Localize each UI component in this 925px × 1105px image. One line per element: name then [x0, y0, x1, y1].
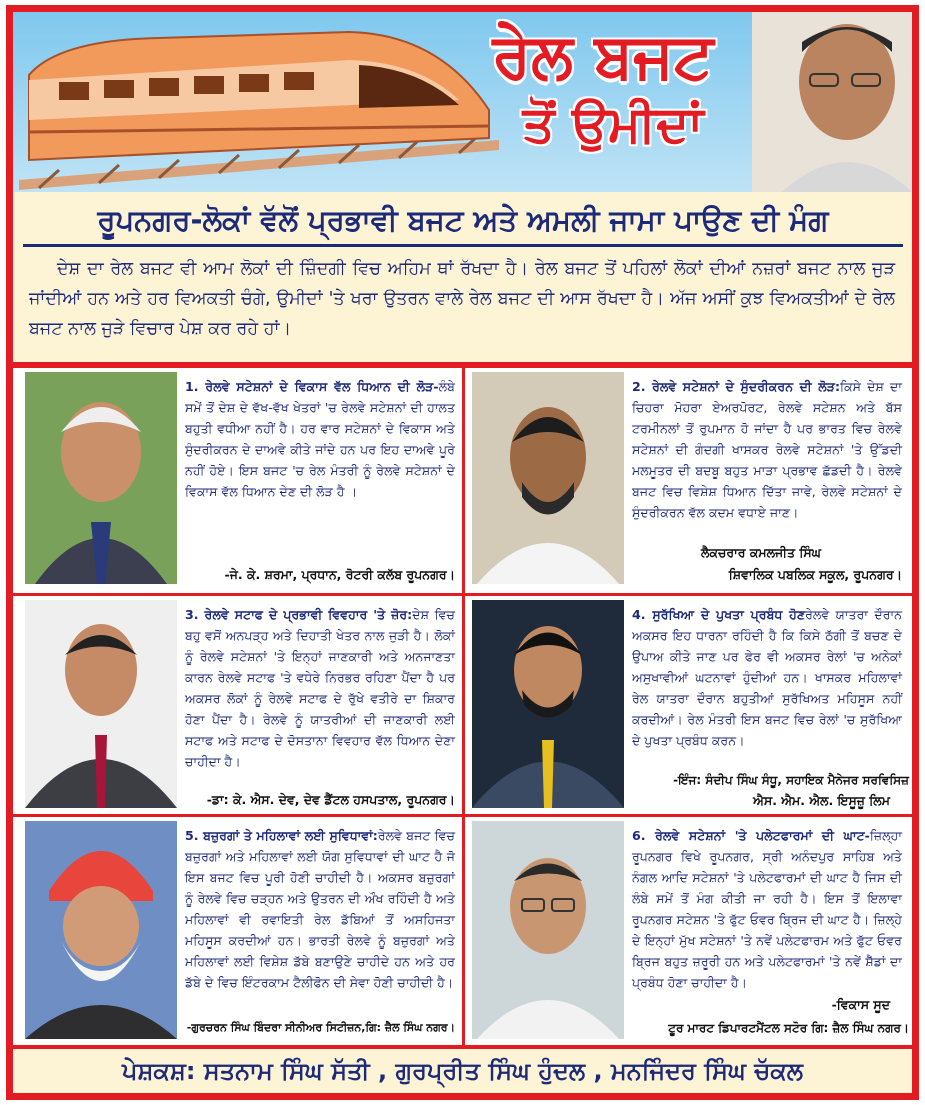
opinion-1-body: ਲੰਬੇ ਸਮੇਂ ਤੋਂ ਦੇਸ਼ ਦੇ ਵੱਖ-ਵੱਖ ਖੇਤਰਾਂ 'ਚ ਰੇਲਵੇ ਸਟੇਸ਼ਨਾਂ ਦੀ ਹਾਲਤ ਬਹੁਤੀ ਵਧੀਆ ਨਹੀਂ ਹੈ। ਹਰ ਵਾਰ ਸਟੇਸ਼ਨਾਂ ਦੇ ਵਿਕਾਸ ਅਤੇ ਸੁੰਦਰੀਕਰਨ ਦੇ ਦਾਅਵੇ ਕੀਤੇ ਜਾਂਦੇ ਹਨ ਪਰ ਇਹ ਦਾਅਵੇ ਪੂਰੇ ਨਹੀਂ ਹੋਏ। ਇਸ ਬਜਟ 'ਚ ਰੇਲ ਮੰਤਰੀ ਨੂੰ ਰੇਲਵੇ ਸਟੇਸ਼ਨਾਂ ਦੇ ਵਿਕਾਸ ਵੱਲ ਧਿਆਨ ਦੇਣ ਦੀ ਲੋੜ ਹੈ । [185, 379, 455, 499]
opinion-5-title: 5. ਬਜ਼ੁਰਗਾਂ ਤੇ ਮਹਿਲਾਵਾਂ ਲਈ ਸੁਵਿਧਾਵਾਂ: [185, 828, 378, 843]
opinion-6-signature: -ਵਿਕਾਸ ਸੂਦ [831, 997, 890, 1012]
opinion-3-signature: -ਡਾ: ਕੇ. ਐਸ. ਦੇਵ, ਦੇਵ ਡੈਂਟਲ ਹਸਪਤਾਲ, ਰੂਪਨਗਰ। [206, 792, 455, 807]
opinion-6-signature-org: ਟੂਰ ਮਾਰਟ ਡਿਪਾਰਟਮੈਂਟਲ ਸਟੋਰ ਗਿ: ਜ਼ੈਲ ਸਿੰਘ ਨਗਰ। [668, 1021, 909, 1035]
person-photo-icon [25, 372, 177, 584]
opinion-4-text [632, 604, 902, 769]
opinion-2-title: 2. ਰੇਲਵੇ ਸਟੇਸ਼ਨਾਂ ਦੇ ਸੁੰਦਰੀਕਰਨ ਦੀ ਲੋੜ: [632, 379, 841, 394]
banner-subtitle: ਤੋਂ ਉਮੀਦਾਂ [522, 95, 704, 153]
headline-section [13, 192, 912, 362]
opinion-4-body: ਰੇਲਵੇ ਯਾਤਰਾ ਦੌਰਾਨ ਅਕਸਰ ਇਹ ਧਾਰਨਾ ਰਹਿੰਦੀ ਹੈ ਕਿ ਕਿਸੇ ਠੱਗੀ ਤੋਂ ਬਚਣ ਦੇ ਉਪਾਅ ਕੀਤੇ ਜਾਣ ਪਰ ਫੇਰ ਵੀ ਅਕਸਰ ਰੇਲਾਂ 'ਚ ਅਨੇਕਾਂ ਅਸੁਖਾਵੀਆਂ ਘਟਨਾਵਾਂ ਹੁੰਦੀਆਂ ਹਨ। ਖਾਸਕਰ ਮਹਿਲਾਵਾਂ ਰੇਲ ਯਾਤਰਾ ਦੌਰਾਨ ਬਹੁਤੀਆਂ ਸੁਰੱਖਿਅਤ ਮਹਿਸੂਸ ਨਹੀਂ ਕਰਦੀਆਂ। ਰੇਲ ਮੰਤਰੀ ਇਸ ਬਜਟ ਵਿਚ ਰੇਲਾਂ 'ਚ ਸੁਰੱਖਿਆ ਦੇ ਪੁਖਤਾ ਪ੍ਰਬੰਧ ਕਰਨ। [632, 607, 902, 748]
banner [13, 12, 912, 192]
opinion-5-body: ਰੇਲਵੇ ਬਜਟ ਵਿਚ ਬਜ਼ੁਰਗਾਂ ਅਤੇ ਮਹਿਲਾਵਾਂ ਲਈ ਯੋਗ ਸੁਵਿਧਾਵਾਂ ਦੀ ਘਾਟ ਹੈ ਜੋ ਇਸ ਬਜਟ ਵਿਚ ਪੂਰੀ ਹੋਣੀ ਚਾਹੀਦੀ ਹੈ। ਅਕਸਰ ਬਜ਼ੁਰਗਾਂ ਨੂੰ ਰੇਲਵੇ ਵਿਚ ਚੜ੍ਹਨ ਅਤੇ ਉਤਰਨ ਦੀ ਔਖ ਰਹਿੰਦੀ ਹੈ ਅਤੇ ਮਹਿਲਾਵਾਂ ਵੀ ਰਵਾਇਤੀ ਰੇਲ ਡੱਬਿਆਂ ਤੋਂ ਅਸਹਿਜਤਾ ਮਹਿਸੂਸ ਕਰਦੀਆਂ ਹਨ। ਭਾਰਤੀ ਰੇਲਵੇ ਨੂੰ ਬਜ਼ੁਰਗਾਂ ਅਤੇ ਮਹਿਲਾਵਾਂ ਲਈ ਵਿਸ਼ੇਸ਼ ਡੱਬੇ ਬਣਾਉਣੇ ਚਾਹੀਦੇ ਹਨ ਅਤੇ ਹਰ ਡੱਬੇ ਦੇ ਵਿਚ ਇੰਟਰਕਾਮ ਟੈਲੀਫੋਨ ਦੀ ਸੇਵਾ ਹੋਣੀ ਚਾਹੀਦੀ ਹੈ। [185, 828, 456, 990]
opinion-4-signature: -ਇੰਜ: ਸੰਦੀਪ ਸਿੰਘ ਸੰਧੂ, ਸਹਾਇਕ ਮੈਨੇਜਰ ਸਰਵਿਸਿਜ਼ [673, 773, 909, 787]
person-photo-icon [472, 372, 624, 584]
opinion-3-body: ਦੇਸ਼ ਵਿਚ ਬਹੁ ਵਸੋਂ ਅਨਪੜ੍ਹ ਅਤੇ ਦਿਹਾਤੀ ਖੇਤਰ ਨਾਲ ਜੁੜੀ ਹੈ। ਲੋਕਾਂ ਨੂੰ ਰੇਲਵੇ ਸਟੇਸ਼ਨਾਂ 'ਤੇ ਇਨ੍ਹਾਂ ਜਾਣਕਾਰੀ ਅਤੇ ਅਨਜਾਣਤਾ ਕਾਰਨ ਰੇਲਵੇ ਸਟਾਫ 'ਤੇ ਵਧੇਰੇ ਨਿਰਭਰ ਰਹਿਣਾ ਪੈਂਦਾ ਹੈ ਪਰ ਅਕਸਰ ਲੋਕਾਂ ਨੂੰ ਰੇਲਵੇ ਸਟਾਫ ਦੇ ਰੁੱਖੇ ਵਤੀਰੇ ਦਾ ਸ਼ਿਕਾਰ ਹੋਣਾ ਪੈਂਦਾ ਹੈ। ਰੇਲਵੇ ਨੂੰ ਯਾਤਰੀਆਂ ਦੀ ਜਾਣਕਾਰੀ ਲਈ ਸਟਾਫ ਅਤੇ ਸਟਾਫ ਦੇ ਦੋਸਤਾਨਾ ਵਿਵਹਾਰ ਵੱਲ ਧਿਆਨ ਦੇਣਾ ਚਾਹੀਦਾ ਹੈ। [185, 607, 456, 769]
headline: ਰੂਪਨਗਰ-ਲੋਕਾਂ ਵੱਲੋਂ ਪ੍ਰਭਾਵੀ ਬਜਟ ਅਤੇ ਅਮਲੀ ਜਾਮਾ ਪਾਉਣ ਦੀ ਮੰਗ [23, 200, 903, 247]
person-photo-icon [25, 821, 177, 1039]
banner-title: ਰੇਲ ਬਜਟ [492, 19, 714, 92]
person-photo-icon [25, 600, 177, 808]
intro-paragraph: ਦੇਸ਼ ਦਾ ਰੇਲ ਬਜਟ ਵੀ ਆਮ ਲੋਕਾਂ ਦੀ ਜ਼ਿੰਦਗੀ ਵਿਚ ਅਹਿਮ ਥਾਂ ਰੱਖਦਾ ਹੈ। ਰੇਲ ਬਜਟ ਤੋਂ ਪਹਿਲਾਂ ਲੋਕਾਂ ਦੀਆਂ ਨਜ਼ਰਾਂ ਬਜਟ ਨਾਲ ਜੁੜ ਜਾਂਦੀਆਂ ਹਨ ਅਤੇ ਹਰ ਵਿਅਕਤੀ ਚੰਗੇ, ਉਮੀਦਾਂ 'ਤੇ ਖਰਾ ਉਤਰਨ ਵਾਲੇ ਰੇਲ ਬਜਟ ਦੀ ਆਸ ਰੱਖਦਾ ਹੈ। ਅੱਜ ਅਸੀਂ ਕੁਝ ਵਿਅਕਤੀਆਂ ਦੇ ਰੇਲ ਬਜਟ ਨਾਲ ਜੁੜੇ ਵਿਚਾਰ ਪੇਸ਼ ਕਰ ਰਹੇ ਹਾਂ। [29, 259, 895, 339]
opinion-1-title: 1. ਰੇਲਵੇ ਸਟੇਸ਼ਨਾਂ ਦੇ ਵਿਕਾਸ ਵੱਲ ਧਿਆਨ ਦੀ ਲੋੜ- [185, 379, 439, 394]
opinion-3-text [185, 604, 455, 789]
opinion-4-title: 4. ਸੁਰੱਖਿਆ ਦੇ ਪੁਖਤਾ ਪ੍ਰਬੰਧ ਹੋਣ [632, 607, 806, 622]
opinion-6-text [632, 825, 902, 990]
opinion-5-signature: -ਗੁਰਚਰਨ ਸਿੰਘ ਬਿੰਦਰਾ ਸੀਨੀਅਰ ਸਿਟੀਜ਼ਨ,ਗਿ: ਜ਼ੈਲ ਸਿੰਘ ਨਗਰ। [186, 1021, 455, 1034]
newspaper-page [6, 5, 919, 1100]
minister-portrait-icon [752, 12, 912, 192]
row-divider [13, 814, 912, 817]
opinion-2-signature-org: ਸ਼ਿਵਾਲਿਕ ਪਬਲਿਕ ਸਕੂਲ, ਰੂਪਨਗਰ। [728, 567, 902, 582]
person-photo-icon [472, 600, 624, 808]
credits-footer: ਪੇਸ਼ਕਸ਼: ਸਤਨਾਮ ਸਿੰਘ ਸੱਤੀ , ਗੁਰਪ੍ਰੀਤ ਸਿੰਘ ਹੁੰਦਲ , ਮਨਜਿੰਦਰ ਸਿੰਘ ਚੱਕਲ [13, 1045, 912, 1093]
opinion-6-body: ਜ਼ਿਲ੍ਹਾ ਰੂਪਨਗਰ ਵਿਖੇ ਰੂਪਨਗਰ, ਸ੍ਰੀ ਅਨੰਦਪੁਰ ਸਾਹਿਬ ਅਤੇ ਨੰਗਲ ਆਦਿ ਸਟੇਸ਼ਨਾਂ 'ਤੇ ਪਲੇਟਫਾਰਮਾਂ ਦੀ ਘਾਟ ਹੈ ਜਿਸ ਦੀ ਲੰਬੇ ਸਮੇਂ ਤੋਂ ਮੰਗ ਕੀਤੀ ਜਾ ਰਹੀ ਹੈ। ਇਸ ਤੋਂ ਇਲਾਵਾ ਰੂਪਨਗਰ ਸਟੇਸ਼ਨ 'ਤੇ ਫੁੱਟ ਓਵਰ ਬ੍ਰਿਜ ਦੀ ਘਾਟ ਹੈ। ਜ਼ਿਲ੍ਹੇ ਦੇ ਇਨ੍ਹਾਂ ਮੁੱਖ ਸਟੇਸ਼ਨਾਂ 'ਤੇ ਨਵੇਂ ਪਲੇਟਫਾਰਮ ਅਤੇ ਫੁੱਟ ਓਵਰ ਬ੍ਰਿਜ ਬਹੁਤ ਜ਼ਰੂਰੀ ਹਨ ਅਤੇ ਪਲੇਟਫਾਰਮਾਂ 'ਤੇ ਨਵੇਂ ਸ਼ੈੱਡਾਂ ਦਾ ਪ੍ਰਬੰਧ ਹੋਣਾ ਚਾਹੀਦਾ ਹੈ। [632, 828, 902, 990]
opinion-4-signature-org: ਐਸ. ਐਮ. ਐਲ. ਇਸੂਜ਼ੂ ਲਿਮ [753, 793, 890, 808]
person-photo-icon [472, 821, 624, 1039]
opinion-1-signature: -ਜੇ. ਕੇ. ਸ਼ਰਮਾ, ਪ੍ਰਧਾਨ, ਰੋਟਰੀ ਕਲੱਬ ਰੂਪਨਗਰ। [224, 567, 455, 582]
opinion-6-title: 6. ਰੇਲਵੇ ਸਟੇਸ਼ਨਾਂ 'ਤੇ ਪਲੇਟਫਾਰਮਾਂ ਦੀ ਘਾਟ- [632, 828, 870, 843]
opinion-1-text [185, 376, 455, 551]
train-illustration-icon [19, 20, 499, 190]
column-divider [462, 368, 465, 1045]
opinion-3-title: 3. ਰੇਲਵੇ ਸਟਾਫ ਦੇ ਪ੍ਰਭਾਵੀ ਵਿਵਹਾਰ 'ਤੇ ਜ਼ੋਰ: [185, 607, 413, 622]
row-divider [13, 593, 912, 596]
opinion-2-text [632, 376, 902, 541]
opinion-5-text [185, 825, 455, 1015]
opinion-2-signature: ਲੈਕਚਰਾਰ ਕਮਲਜੀਤ ਸਿੰਘ [701, 545, 821, 560]
opinion-2-body: ਕਿਸੇ ਦੇਸ਼ ਦਾ ਚਿਹਰਾ ਮੋਹਰਾ ਏਅਰਪੋਰਟ, ਰੇਲਵੇ ਸਟੇਸ਼ਨ ਅਤੇ ਬੱਸ ਟਰਮੀਨਲਾਂ ਤੋਂ ਰੁਪਮਾਨ ਹੋ ਜਾਂਦਾ ਹੈ ਪਰ ਭਾਰਤ ਵਿਚ ਰੇਲਵੇ ਸਟੇਸ਼ਨਾਂ ਦੀ ਗੰਦਗੀ ਖਾਸਕਰ ਰੇਲਵੇ ਸਟੇਸ਼ਨਾਂ 'ਤੇ ਉੱਡਦੀ ਮਲਮੂਤਰ ਦੀ ਬਦਬੂ ਬਹੁਤ ਮਾੜਾ ਪ੍ਰਭਾਵ ਛੱਡਦੀ ਹੈ। ਰੇਲਵੇ ਬਜਟ ਵਿਚ ਵਿਸ਼ੇਸ਼ ਧਿਆਨ ਦਿੱਤਾ ਜਾਵੇ, ਰੇਲਵੇ ਸਟੇਸ਼ਨਾਂ ਦੇ ਸੁੰਦਰੀਕਰਨ ਵੱਲ ਕਦਮ ਵਧਾਏ ਜਾਣ। [632, 379, 902, 520]
